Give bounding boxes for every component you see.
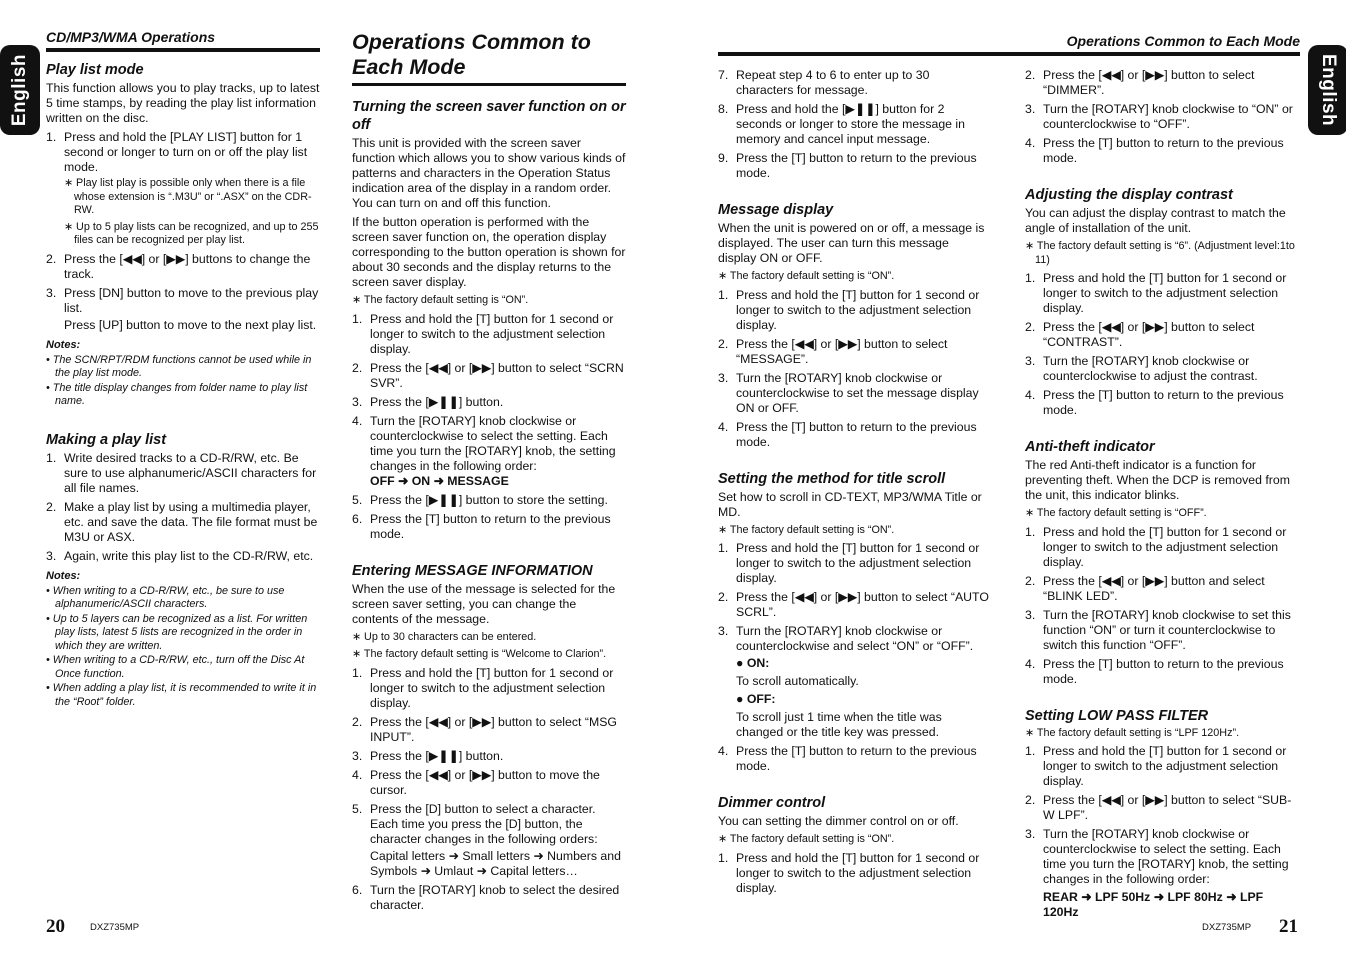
step-list bbox=[1025, 525, 1300, 687]
option-off-label: ● OFF: bbox=[736, 692, 776, 706]
step: 2. Press the [◀◀] or [▶▶] button to select “SCRN SVR”. bbox=[352, 360, 624, 390]
step: 3. Turn the [ROTARY] knob clockwise to “ON” or counterclockwise to “OFF”. bbox=[1025, 102, 1293, 131]
footnote: ∗ The factory default setting is “ON”. bbox=[718, 270, 895, 282]
section-title-scroll bbox=[718, 470, 990, 775]
step: 3. Turn the [ROTARY] knob clockwise or counterclockwise to select the setting. Each time you turn the [ROTARY] knob, the setting changes in the following order: REAR ➜ LPF 50Hz ➜ LPF 80Hz ➜ LPF 120Hz bbox=[1025, 827, 1300, 920]
language-tab-left bbox=[0, 45, 40, 135]
note-item: • The SCN/RPT/RDM functions cannot be used while in the play list mode. bbox=[46, 353, 312, 379]
step-list bbox=[46, 451, 320, 564]
running-header-right bbox=[718, 33, 1300, 56]
step-text: Press [UP] button to move to the next play list. bbox=[64, 317, 317, 332]
step: 2. Press the [◀◀] or [▶▶] button to select “SUB-W LPF”. bbox=[1025, 793, 1292, 822]
section-title: Setting the method for title scroll bbox=[718, 470, 946, 487]
page-number-right: 21 bbox=[1279, 916, 1298, 937]
section-screen-saver bbox=[352, 98, 626, 542]
step-list bbox=[1025, 68, 1300, 166]
note-item: • When writing to a CD-R/RW, etc., turn off the Disc At Once function. bbox=[46, 654, 305, 680]
setting-order: OFF ➜ ON ➜ MESSAGE bbox=[370, 473, 509, 488]
column-2 bbox=[352, 30, 626, 929]
notes-heading: Notes: bbox=[46, 569, 81, 582]
step-text: Press the [◀◀] or [▶▶] buttons to change the track. bbox=[64, 251, 311, 281]
step: 4. Press the [T] button to return to the previous mode. bbox=[1025, 656, 1284, 686]
section-title: Turning the screen saver function on or off bbox=[352, 99, 626, 133]
option-off-desc: To scroll just 1 time when the title was changed or the title key was pressed. bbox=[736, 710, 942, 739]
paragraph: When the unit is powered on or off, a message is displayed. The user can turn this message display ON or OFF. bbox=[718, 221, 985, 265]
step: 2. Press the [◀◀] or [▶▶] button to select “DIMMER”. bbox=[1025, 68, 1255, 97]
section-title: Making a play list bbox=[46, 431, 167, 448]
language-tab-left-label: English bbox=[9, 53, 30, 127]
step-list bbox=[352, 312, 626, 542]
step-list bbox=[352, 666, 626, 913]
section-title: Message display bbox=[718, 202, 834, 218]
step: 1. Press and hold the [T] button for 1 second or longer to switch to the adjustment selection display. bbox=[718, 541, 980, 585]
note-item: • The title display changes from folder name to play list name. bbox=[46, 381, 308, 407]
footnote: ∗ Play list play is possible only when there is a file whose extension is “.M3U” or “.ASX” on the CDR-RW. bbox=[64, 177, 312, 216]
section-title: Entering MESSAGE INFORMATION bbox=[352, 562, 593, 579]
paragraph: When the use of the message is selected for the screen saver setting, you can change the contents of the message. bbox=[352, 581, 616, 626]
section-dimmer bbox=[718, 794, 990, 896]
step: 6. Turn the [ROTARY] knob to select the desired character. bbox=[352, 882, 620, 912]
step: 2. Press the [◀◀] or [▶▶] button to select “AUTO SCRL”. bbox=[718, 590, 989, 619]
step: 2. Press the [◀◀] or [▶▶] button and select “BLINK LED”. bbox=[1025, 573, 1265, 603]
footnote: ∗ The factory default setting is “Welcome to Clarion”. bbox=[352, 648, 607, 660]
paragraph: You can adjust the display contrast to match the angle of installation of the unit. bbox=[1025, 206, 1286, 235]
footnote: ∗ The factory default setting is “LPF 120Hz”. bbox=[1025, 726, 1240, 739]
section-low-pass bbox=[1025, 707, 1300, 921]
step-list bbox=[718, 68, 990, 181]
section-title: Setting LOW PASS FILTER bbox=[1025, 707, 1209, 724]
paragraph: This function allows you to play tracks, up to latest 5 time stamps, by reading the play list information written on the disc. bbox=[46, 81, 320, 125]
step: 3. Turn the [ROTARY] knob clockwise or counterclockwise and select “ON” or “OFF”. ● ON: To scroll automatically. ● OFF: To scroll just 1 time when the title was changed or the title key was pressed. bbox=[718, 624, 990, 740]
footnote: ∗ The factory default setting is “OFF”. bbox=[1025, 507, 1207, 519]
step: 4. Press the [T] button to return to the previous mode. bbox=[1025, 388, 1284, 417]
step: 1. Press and hold the [T] button for 1 second or longer to switch to the adjustment selection display. bbox=[352, 665, 614, 710]
step: 5. Press the [D] button to select a character. Each time you press the [D] button, the character changes in the following orders: Capital letters ➜ Small letters ➜ Numbers and Symbols ➜ Umlaut ➜ Capital letters… bbox=[352, 802, 626, 879]
step: 6. Press the [T] button to return to the previous mode. bbox=[352, 511, 611, 541]
section-title: Play list mode bbox=[46, 62, 144, 78]
section-contrast bbox=[1025, 186, 1300, 418]
step: 8. Press and hold the [▶❚❚] button for 2 seconds or longer to store the message in memory and cancel input message. bbox=[718, 102, 965, 146]
page-number-left: 20 bbox=[46, 916, 65, 937]
section-title: Anti-theft indicator bbox=[1025, 439, 1155, 455]
footnote: ∗ The factory default setting is “ON”. bbox=[352, 294, 529, 306]
language-tab-right-label: English bbox=[1318, 53, 1339, 127]
paragraph: If the button operation is performed with the screen saver function on, the operation display corresponding to the button operation is shown for about 30 seconds and the display returns to the screen saver display. bbox=[352, 215, 626, 289]
step: 4. Press the [T] button to return to the previous mode. bbox=[718, 744, 977, 773]
character-order: Capital letters ➜ Small letters ➜ Numbers and Symbols ➜ Umlaut ➜ Capital letters… bbox=[370, 848, 621, 878]
footnote: ∗ Up to 30 characters can be entered. bbox=[352, 630, 537, 643]
step: 3. Again, write this play list to the CD-R/RW, etc. bbox=[46, 548, 314, 563]
step: 1. Press and hold the [T] button for 1 second or longer to switch to the adjustment selection display. bbox=[1025, 744, 1287, 788]
paragraph: You can setting the dimmer control on or off. bbox=[718, 814, 959, 828]
notes-heading: Notes: bbox=[46, 338, 81, 351]
section-play-list-mode bbox=[46, 61, 320, 409]
setting-order: REAR ➜ LPF 50Hz ➜ LPF 80Hz ➜ LPF 120Hz bbox=[1043, 890, 1264, 919]
step: 1. Press and hold the [T] button for 1 second or longer to switch to the adjustment selection display. bbox=[352, 311, 614, 356]
step-list bbox=[718, 851, 990, 896]
footnote: ∗ The factory default setting is “ON”. bbox=[718, 523, 895, 536]
step-list bbox=[718, 541, 990, 774]
step: 2. Press the [◀◀] or [▶▶] button to select “MESSAGE”. bbox=[718, 336, 948, 366]
step-list bbox=[718, 288, 990, 450]
step-list bbox=[1025, 271, 1300, 418]
page-title: Operations Common to Each Mode bbox=[352, 30, 626, 86]
step: 3. Press the [▶❚❚] button. bbox=[352, 394, 504, 409]
footnote: ∗ The factory default setting is “ON”. bbox=[718, 833, 895, 845]
column-3 bbox=[718, 68, 990, 912]
language-tab-right bbox=[1308, 45, 1346, 135]
step: 3. Turn the [ROTARY] knob clockwise to set this function “ON” or turn it counterclockwise to switch this function “OFF”. bbox=[1025, 607, 1291, 652]
model-right: DXZ735MP bbox=[1202, 922, 1252, 933]
step: 9. Press the [T] button to return to the previous mode. bbox=[718, 151, 977, 180]
footnote: ∗ Up to 5 play lists can be recognized, and up to 255 files can be recognized per play list. bbox=[64, 220, 319, 246]
section-anti-theft bbox=[1025, 438, 1300, 687]
step: 1. Press and hold the [T] button for 1 second or longer to switch to the adjustment selection display. bbox=[1025, 524, 1287, 569]
running-header-right-text: Operations Common to Each Mode bbox=[1066, 33, 1300, 49]
step-text: Press [DN] button to move to the previous play list. bbox=[64, 285, 319, 315]
footnote: ∗ The factory default setting is “6”. (Adjustment level:1to 11) bbox=[1025, 240, 1295, 266]
step: 4. Press the [◀◀] or [▶▶] button to move the cursor. bbox=[352, 767, 600, 797]
step: 3. Turn the [ROTARY] knob clockwise or counterclockwise to adjust the contrast. bbox=[1025, 354, 1258, 383]
step: 1. Press and hold the [T] button for 1 second or longer to switch to the adjustment selection display. bbox=[718, 287, 980, 332]
step: 1. Press and hold the [T] button for 1 second or longer to switch to the adjustment selection display. bbox=[1025, 271, 1287, 315]
step: 1. Press and hold the [PLAY LIST] button for 1 second or longer to turn on or off the play list mode. ∗ Play list play is possible only when there is a file whose extension is “.M3U” or “.ASX” on the CDR-RW. ∗ Up to 5 play lists can be recognized, and up to 255 files can be recognized per play list. bbox=[46, 130, 319, 246]
step: 3. Press the [▶❚❚] button. bbox=[352, 748, 504, 763]
step: 4. Press the [T] button to return to the previous mode. bbox=[718, 419, 977, 449]
step: 7. Repeat step 4 to 6 to enter up to 30 characters for message. bbox=[718, 68, 930, 97]
step: 4. Turn the [ROTARY] knob clockwise or counterclockwise to select the setting. Each time you turn the [ROTARY] knob, the setting changes in the following order: OFF ➜ ON ➜ MESSAGE bbox=[352, 414, 626, 489]
column-4 bbox=[1025, 68, 1300, 936]
section-title: Adjusting the display contrast bbox=[1025, 187, 1233, 203]
step-text: Press and hold the [PLAY LIST] button for 1 second or longer to turn on or off the play list mode. bbox=[64, 130, 308, 174]
step-list bbox=[1025, 744, 1300, 920]
section-message-info bbox=[352, 562, 626, 913]
step: 1. Write desired tracks to a CD-R/RW, etc. Be sure to use alphanumeric/ASCII characters for all file names. bbox=[46, 450, 317, 495]
column-1 bbox=[46, 30, 320, 725]
step-list bbox=[46, 130, 320, 333]
step: 4. Press the [T] button to return to the previous mode. bbox=[1025, 136, 1284, 165]
section-message-display bbox=[718, 201, 990, 450]
step: 5. Press the [▶❚❚] button to store the setting. bbox=[352, 492, 608, 507]
paragraph: Set how to scroll in CD-TEXT, MP3/WMA Title or MD. bbox=[718, 489, 982, 519]
section-making-play-list bbox=[46, 431, 320, 710]
step: 3. Turn the [ROTARY] knob clockwise or counterclockwise to set the message display ON or OFF. bbox=[718, 370, 979, 415]
option-on-desc: To scroll automatically. bbox=[736, 674, 859, 688]
note-item: • When adding a play list, it is recommended to write it in the “Root” folder. bbox=[46, 682, 317, 708]
step: 2. Press the [◀◀] or [▶▶] buttons to change the track. bbox=[46, 251, 311, 281]
step: 2. Press the [◀◀] or [▶▶] button to select “CONTRAST”. bbox=[1025, 320, 1255, 349]
paragraph: The red Anti-theft indicator is a function for preventing theft. When the DCP is removed from the unit, this indicator blinks. bbox=[1025, 458, 1290, 502]
note-item: • When writing to a CD-R/RW, etc., be sure to use alphanumeric/ASCII characters. bbox=[46, 584, 285, 610]
note-item: • Up to 5 layers can be recognized as a list. For written play lists, latest 5 lists are recognized in the order in which they are written. bbox=[46, 612, 308, 652]
section-title: Dimmer control bbox=[718, 795, 826, 811]
step: 2. Make a play list by using a multimedia player, etc. and save the data. The file format must be M3U or ASX. bbox=[46, 499, 318, 544]
option-on-label: ● ON: bbox=[736, 656, 770, 670]
step: 1. Press and hold the [T] button for 1 second or longer to switch to the adjustment selection display. bbox=[718, 850, 980, 895]
paragraph: This unit is provided with the screen saver function which allows you to show various kinds of patterns and characters in the Operation Status indication area of the display in a random order. You can turn on and off this function. bbox=[352, 136, 626, 210]
model-left: DXZ735MP bbox=[90, 922, 140, 933]
step: 2. Press the [◀◀] or [▶▶] button to select “MSG INPUT”. bbox=[352, 714, 617, 744]
step: 3. Press [DN] button to move to the previous play list. Press [UP] button to move to the next play list. bbox=[46, 285, 319, 332]
running-header-left: CD/MP3/WMA Operations bbox=[46, 30, 320, 52]
